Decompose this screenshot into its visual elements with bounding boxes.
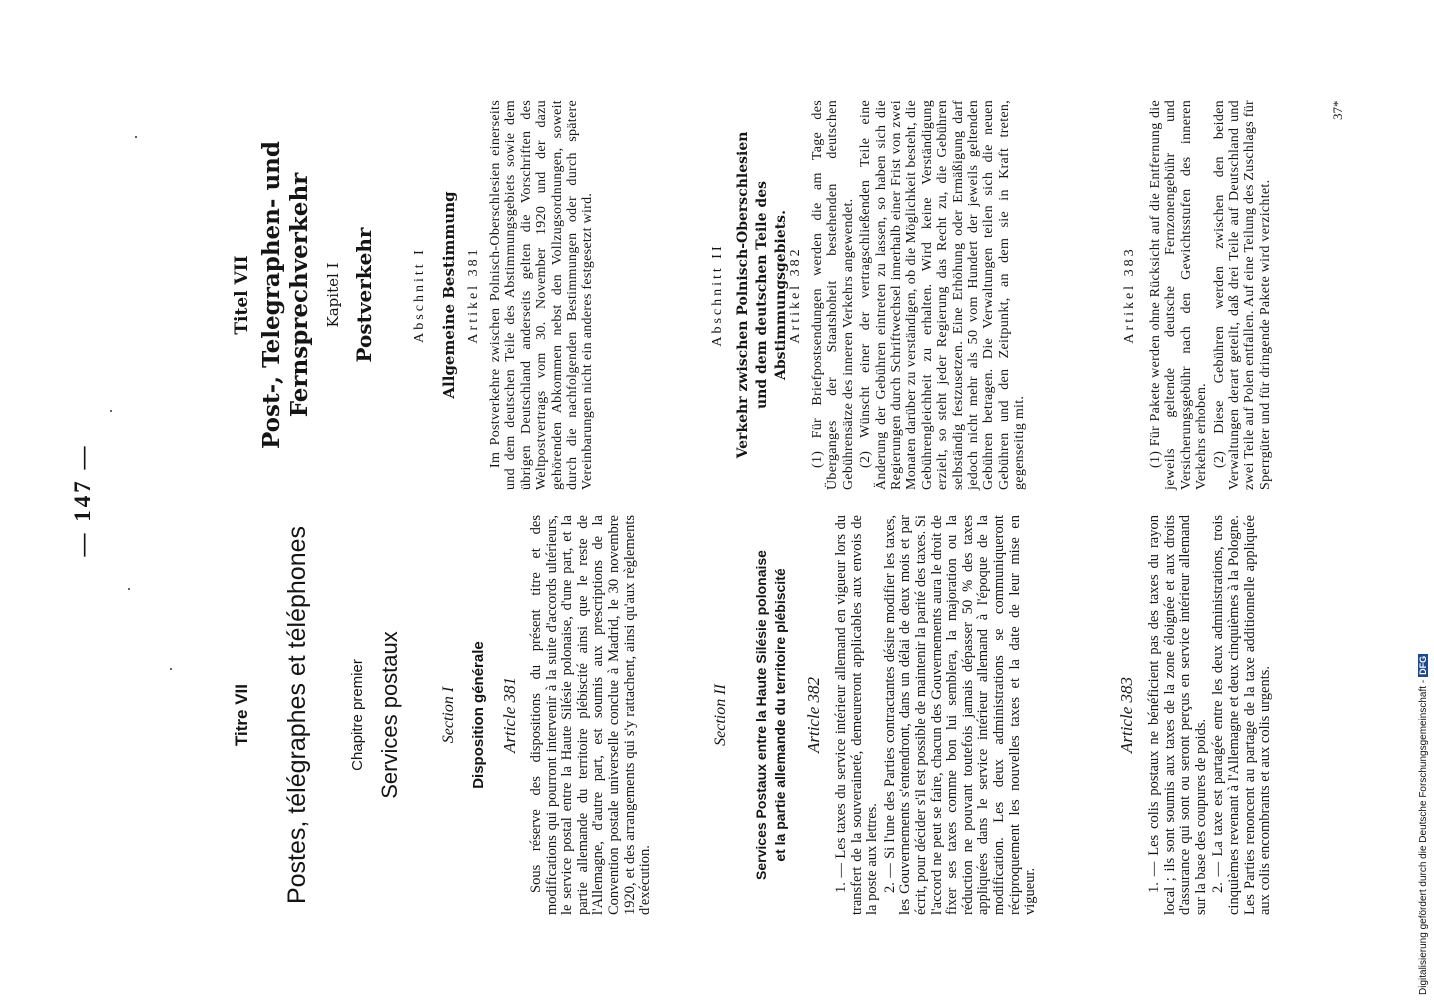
german-titel: Titel VII <box>232 255 252 335</box>
german-abschnitt-2-title: Verkehr zwischen Polnisch-Oberschlesien und dem deutschen Teile des Abstimmungsgebiets. <box>735 131 789 459</box>
dfg-credit <box>1418 654 1429 995</box>
german-artikel-381: Artikel 381 <box>466 246 481 344</box>
french-article-382: Article 382 <box>804 677 823 754</box>
german-text-383 <box>1148 100 1275 490</box>
paragraph: 1. — Les taxes du service intérieur allemand en vigueur lors du transfert de la souveraineté, demeureront applicables aux envois de la poste aux lettres. <box>833 515 881 915</box>
french-services: Services postaux <box>377 631 402 799</box>
french-chapitre: Chapitre premier <box>349 659 366 771</box>
scan-speck <box>135 136 137 138</box>
german-text-381 <box>488 100 598 490</box>
french-section-1: Section I <box>440 686 457 744</box>
french-text-382 <box>834 515 1041 915</box>
german-text-382 <box>810 100 1030 490</box>
scan-speck <box>170 668 172 670</box>
paragraph: 2. — Si l'une des Parties contractantes désire modifier les taxes, les Gouvernements s'entendront, dans un délai de deux mois et par écrit, pour décider s'il est possible de maintenir la parité des taxes. Si l'accord ne peut se faire, chacun des Gouvernements aura le droit de fixer ses taxes comme bon lui semblera, la majoration ou la réduction ne pouvant toutefois jamais dépasser 50 % des taxes appliquées dans le service intérieur allemand à l'époque de la modification. Les deux administrations se communiqueront réciproquement les nouvelles taxes et la date de leur mise en vigueur. <box>881 515 1039 915</box>
paragraph: (2) Diese Gebühren werden zwischen den beiden Verwaltungen derart geteilt, daß drei Teile auf Deutschland und zwei Teile auf Polen entfallen. Auf eine Teilung des Zuschlags für Sperrgüter und für dringende Pakete wird verzichtet. <box>1211 100 1273 490</box>
german-kapitel: Kapitel I <box>324 262 342 328</box>
german-title: Post-, Telegraphen- und Fernsprechverkehr <box>258 141 313 449</box>
paragraph: (1) Für Briefpostsendungen werden die am Tage des Überganges der Staatshoheit bestehenden deutschen Gebührensätze des inneren Verkehrs angewendet. <box>810 100 856 490</box>
french-disposition: Disposition générale <box>470 641 487 789</box>
german-abschnitt-1: Abschnitt I <box>412 247 427 343</box>
page-number: — 147 — <box>70 443 95 557</box>
paragraph: (2) Wünscht einer der vertragschließenden Teile eine Änderung der Gebühren eintreten zu lassen, so haben sich die Regierungen durch Schriftwechsel innerhalb einer Frist von zwei Monaten darüber zu verständigen, ob die Möglichkeit besteht, die Gebührengleichheit zu erhalten. Wird keine Verständigung erzielt, so steht jeder Regierung das Recht zu, die Gebühren selbständig festzusetzen. Eine Erhöhung oder Ermäßigung darf jedoch nicht mehr als 50 vom Hundert der jeweils geltenden Gebühren betragen. Die Verwaltungen teilen sich die neuen Gebühren und den Zeitpunkt, an dem sie in Kraft treten, gegenseitig mit. <box>858 100 1028 490</box>
paragraph: 2. — La taxe est partagée entre les deux administrations, trois cinquièmes revenant à l'Allemagne et deux cinquièmes à la Pologne. Les Parties renoncent au partage de la taxe additionnelle appliquée aux colis encombrants et aux colis urgents. <box>1210 515 1274 915</box>
footnote-mark: 37* <box>1330 100 1345 120</box>
scan-speck <box>110 410 112 412</box>
paragraph: 1. — Les colis postaux ne bénéficient pas des taxes du rayon local ; ils sont soumis aux taxes de la zone éloignée et aux droits d'assurance qui sont ou seront perçus en service intérieur allemand sur la base des coupures de poids. <box>1146 515 1209 915</box>
german-bestimmung: Allgemeine Bestimmung <box>440 191 458 399</box>
german-postverkehr: Postverkehr <box>352 227 376 363</box>
french-title: Postes, télégraphes et téléphones <box>283 525 311 905</box>
french-article-383: Article 383 <box>1117 677 1136 754</box>
german-artikel-382: Artikel 382 <box>788 246 803 344</box>
dfg-logo: DFG <box>1418 655 1428 675</box>
german-abschnitt-2: Abschnitt II <box>710 243 725 347</box>
french-text-381 <box>529 515 656 915</box>
french-article-381: Article 381 <box>500 677 519 754</box>
paragraph: (1) Für Pakete werden ohne Rücksicht auf die Entfernung die jeweils geltende deutsche Fernzonengebühr und Versicherungsgebühr nach den Gewichtsstufen des inneren Verkehrs erhoben. <box>1148 100 1210 490</box>
french-section-2-title: Services Postaux entre la Haute Silésie polonaise et la partie allemande du territoire plébiscité <box>753 550 788 880</box>
paragraph: Sous réserve des dispositions du présent titre et des modifications qui pourront intervenir à la suite d'accords ultérieurs, le service postal entre la Haute Silésie polonaise, d'une part, et la partie allemande du territoire plébiscité ainsi que le reste de l'Allemagne, d'autre part, est soumis aux prescriptions de la Convention postale universelle conclue à Madrid, le 30 novembre 1920, et des arrangements qui s'y rattachent, ainsi qu'aux règlements d'exécution. <box>528 515 654 915</box>
german-artikel-383: Artikel 383 <box>1122 246 1137 344</box>
french-titre: Titre VII <box>232 683 251 747</box>
french-section-2: Section II <box>712 684 729 746</box>
french-text-383 <box>1147 515 1276 915</box>
scan-speck <box>128 588 130 590</box>
credit-text: Digitalisierung gefördert durch die Deutsche Forschungsgemeinschaft - <box>1418 679 1429 995</box>
paragraph: Im Postverkehre zwischen Polnisch-Oberschlesien einerseits und dem deutschen Teile des Abstimmungsgebiets sowie dem übrigen Deutschland anderseits gelten die Vorschriften des Weltpostvertrags vom 30. November 1920 und der dazu gehörenden Abkommen nebst den Vollzugsordnungen, soweit durch die nachfolgenden Bestimmungen oder durch spätere Vereinbarungen nicht ein anderes festgesetzt wird. <box>488 100 596 490</box>
